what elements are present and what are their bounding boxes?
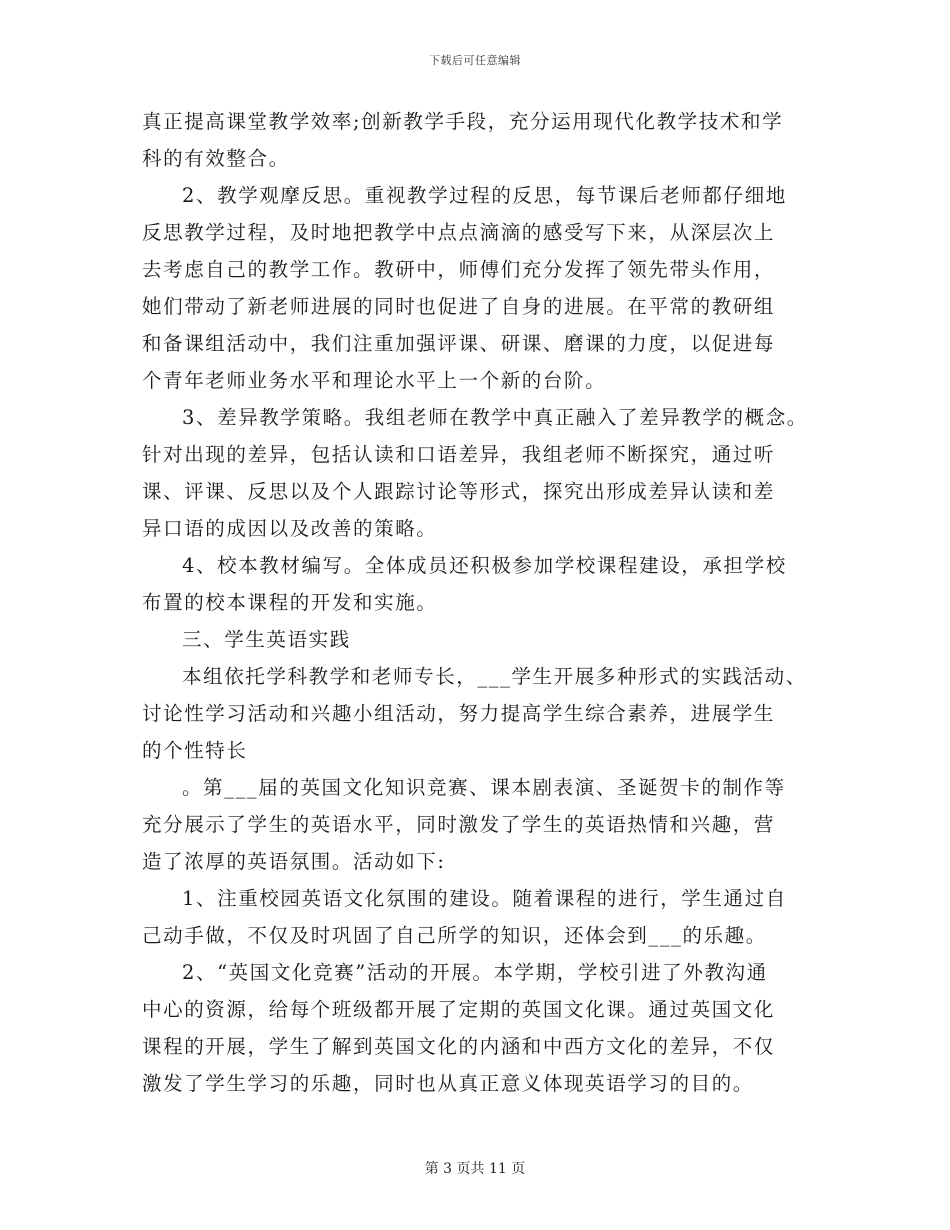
text-line: 个青年老师业务水平和理论水平上一个新的台阶。 [142, 369, 607, 392]
text-line: 课程的开展，学生了解到英国文化的内涵和中西方文化的差异，不仅 [142, 1035, 776, 1058]
text-line: 布置的校本课程的开发和实施。 [142, 591, 438, 614]
text-line: 针对出现的差异，包括认读和口语差异，我组老师不断探究，通过听 [142, 443, 776, 466]
text-line: 课、评课、反思以及个人跟踪讨论等形式，探究出形成差异认读和差 [142, 480, 776, 503]
text-line: 。第___届的英国文化知识竞赛、课本剧表演、圣诞贺卡的制作等 [182, 776, 786, 799]
text-line: 4、校本教材编写。全体成员还积极参加学校课程建设，承担学校 [182, 554, 787, 577]
text-line: 异口语的成因以及改善的策略。 [142, 517, 438, 540]
text-line: 和备课组活动中，我们注重加强评课、研课、磨课的力度，以促进每 [142, 332, 776, 355]
text-line: 去考虑自己的教学工作。教研中，师傅们充分发挥了领先带头作用， [142, 258, 776, 281]
text-line: 的个性特长 [142, 739, 248, 762]
text-line: 中心的资源，给每个班级都开展了定期的英国文化课。通过英国文化 [142, 998, 776, 1021]
text-line: 2、“英国文化竞赛”活动的开展。本学期，学校引进了外教沟通 [182, 961, 768, 984]
text-line: 三、学生英语实践 [182, 628, 351, 651]
text-line: 真正提高课堂教学效率;创新教学手段，充分运用现代化教学技术和学 [142, 110, 784, 133]
document-body [142, 103, 842, 1102]
text-line: 造了浓厚的英语氛围。活动如下: [142, 850, 446, 873]
text-line: 本组依托学科教学和老师专长，___学生开展多种形式的实践活动、 [182, 665, 807, 688]
text-line: 3、差异教学策略。我组老师在教学中真正融入了差异教学的概念。 [182, 406, 808, 429]
text-line: 讨论性学习活动和兴趣小组活动，努力提高学生综合素养，进展学生 [142, 702, 776, 725]
text-line: 科的有效整合。 [142, 147, 290, 170]
text-line: 1、注重校园英语文化氛围的建设。随着课程的进行，学生通过自 [182, 887, 787, 910]
text-line: 2、教学观摩反思。重视教学过程的反思，每节课后老师都仔细地 [182, 184, 787, 207]
page-header: 下载后可任意编辑 [429, 54, 521, 67]
text-line: 激发了学生学习的乐趣，同时也从真正意义体现英语学习的目的。 [142, 1072, 754, 1095]
page-footer: 第 3 页共 11 页 [424, 1161, 526, 1177]
text-line: 她们带动了新老师进展的同时也促进了自身的进展。在平常的教研组 [142, 295, 776, 318]
text-line: 己动手做，不仅及时巩固了自己所学的知识，还体会到___的乐趣。 [142, 924, 767, 947]
text-line: 充分展示了学生的英语水平，同时激发了学生的英语热情和兴趣，营 [142, 813, 776, 836]
text-line: 反思教学过程，及时地把教学中点点滴滴的感受写下来，从深层次上 [142, 221, 776, 244]
